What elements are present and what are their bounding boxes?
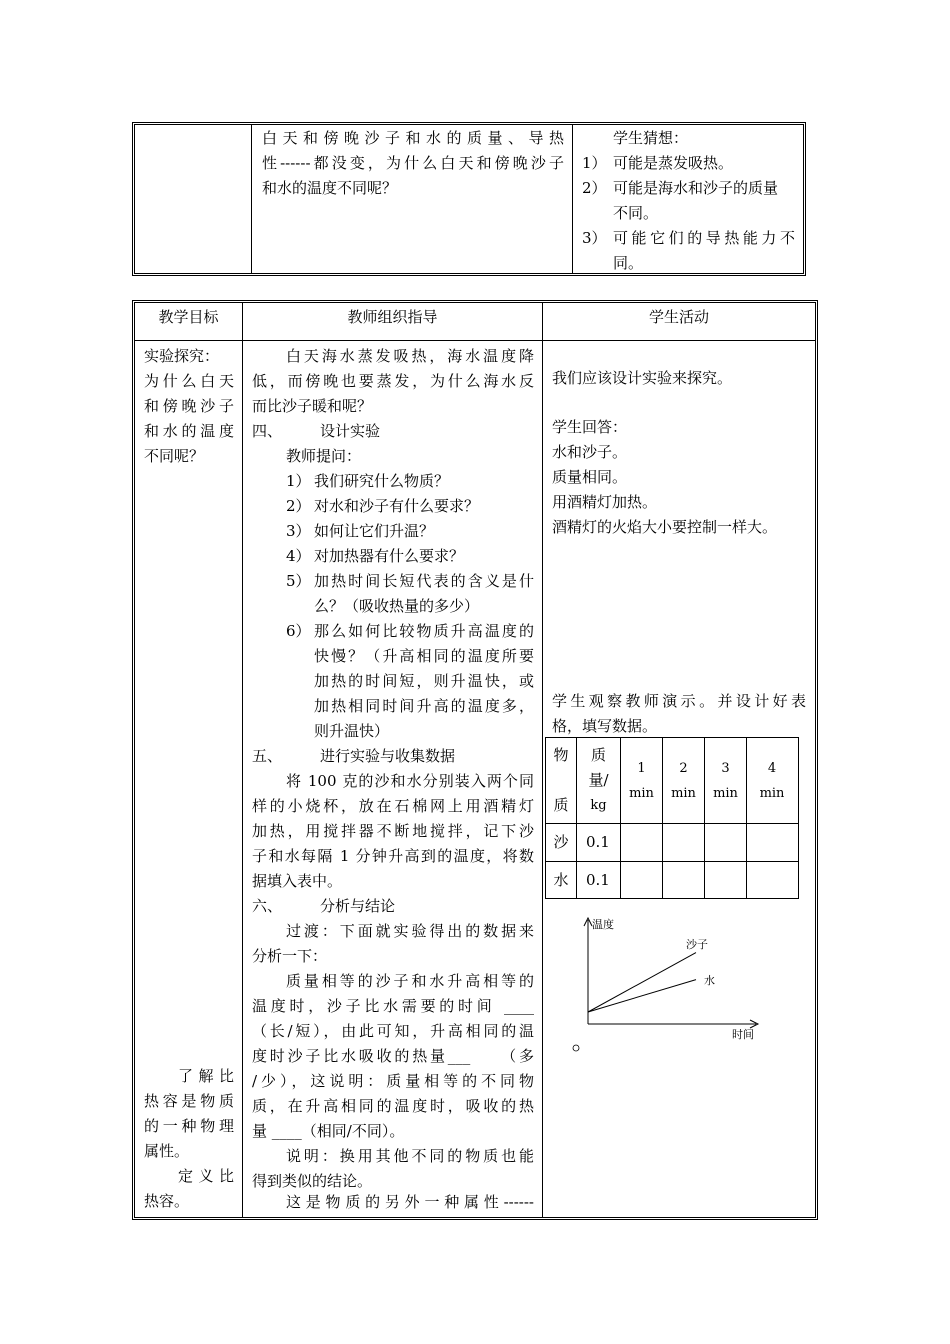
guess-text: 可能它们的导热能力不: [613, 229, 795, 247]
question-number: 4）: [286, 547, 311, 565]
header-student: 学生活动: [648, 308, 709, 326]
col-mass: 量/: [588, 771, 609, 789]
header-goal: 教学目标: [158, 308, 219, 326]
header-teacher: 教师组织指导: [347, 308, 438, 326]
section-number: 六、: [252, 897, 283, 915]
guess-number: 2）: [582, 179, 607, 197]
teacher-text: 说明：换用其他不同的物质也能: [286, 1147, 534, 1165]
section-title: 进行实验与收集数据: [320, 747, 456, 765]
goal-text: 热容是物质: [144, 1092, 234, 1110]
student-answer: 用酒精灯加热。: [552, 493, 658, 511]
teacher-text: 量 ____（相同/不同）。: [252, 1122, 405, 1140]
question-number: 3）: [286, 522, 311, 540]
student-guess-heading: 学生猜想：: [613, 129, 689, 147]
origin-marker: [573, 1045, 579, 1051]
goal-text: 实验探究：: [144, 347, 220, 365]
main-table-divider: [542, 302, 543, 1218]
teacher-text: 分析一下：: [252, 947, 328, 965]
question-number: 5）: [286, 572, 311, 590]
goal-text: 属性。: [144, 1142, 190, 1160]
teacher-text: 样的小烧杯，放在石棉网上用酒精灯: [252, 797, 534, 815]
teacher-text: 据填入表中。: [252, 872, 343, 890]
top-teacher-line: 白天和傍晚沙子和水的质量、导热: [262, 129, 564, 147]
teacher-text: 温度时，沙子比水需要的时间 ____: [252, 997, 534, 1015]
question-text: 加热的时间短，则升温快，或: [314, 672, 534, 690]
row-substance: 沙: [553, 833, 569, 851]
goal-text: 热容。: [144, 1192, 190, 1210]
section-title: 分析与结论: [320, 897, 396, 915]
goal-text: 了解比: [178, 1067, 234, 1085]
section-number: 四、: [252, 422, 283, 440]
top-teacher-line: 性------都没变，为什么白天和傍晚沙子: [262, 154, 564, 172]
row-substance: 水: [553, 871, 569, 889]
col-mass: kg: [590, 798, 607, 813]
student-text: 学生观察教师演示。并设计好表: [552, 692, 806, 710]
data-table-row: [545, 823, 799, 824]
question-number: 6）: [286, 622, 311, 640]
time-col-number: 4: [767, 761, 777, 776]
teacher-text: 教师提问：: [286, 447, 362, 465]
col-substance: 物: [553, 746, 569, 764]
time-col-unit: min: [713, 786, 738, 801]
question-text: 快慢？（升高相同的温度所要: [314, 647, 534, 665]
question-text: 对加热器有什么要求？: [314, 547, 465, 565]
y-axis-label: 温度: [592, 918, 614, 931]
student-text: 格，填写数据。: [552, 717, 658, 735]
teacher-text: 质，在升高相同的温度时，吸收的热: [252, 1097, 534, 1115]
section-title: 设计实验: [320, 422, 381, 440]
col-mass: 质: [590, 746, 606, 764]
time-col-unit: min: [671, 786, 696, 801]
time-col-number: 1: [637, 761, 646, 776]
guess-text: 可能是海水和沙子的质量: [613, 179, 779, 197]
question-text: 加热时间长短代表的含义是什: [314, 572, 534, 590]
time-col-unit: min: [629, 786, 654, 801]
guess-text: 不同。: [613, 204, 659, 222]
question-text: 么？（吸收热量的多少）: [314, 597, 480, 615]
goal-text: 为什么白天: [144, 372, 234, 390]
question-text: 则升温快）: [314, 722, 390, 740]
top-teacher-line: 和水的温度不同呢？: [262, 179, 398, 197]
teacher-text: （长/短），由此可知，升高相同的温: [252, 1022, 534, 1040]
water-series-line: [588, 980, 696, 1012]
question-number: 2）: [286, 497, 311, 515]
teacher-text: 低，而傍晚也要蒸发，为什么海水反: [252, 372, 534, 390]
guess-number: 3）: [582, 229, 607, 247]
question-text: 对水和沙子有什么要求？: [314, 497, 480, 515]
main-table-header-rule: [134, 340, 816, 341]
guess-text: 可能是蒸发吸热。: [613, 154, 734, 172]
question-number: 1）: [286, 472, 311, 490]
x-axis-label: 时间: [732, 1028, 754, 1041]
teacher-text: 将 100 克的沙和水分别装入两个同: [286, 772, 534, 790]
teacher-text: 度时沙子比水吸收的热量___ （多: [252, 1047, 534, 1065]
teacher-text: 加热，用搅拌器不断地搅拌，记下沙: [252, 822, 534, 840]
question-text: 如何让它们升温？: [314, 522, 435, 540]
teacher-text: 白天海水蒸发吸热，海水温度降: [286, 347, 534, 365]
time-col-number: 2: [679, 761, 688, 776]
student-answer: 水和沙子。: [552, 443, 628, 461]
main-table-divider: [242, 302, 243, 1218]
question-text: 加热相同时间升高的温度多，: [314, 697, 534, 715]
question-text: 那么如何比较物质升高温度的: [314, 622, 534, 640]
teacher-text: 而比沙子暖和呢？: [252, 397, 373, 415]
teacher-text: 子和水每隔 1 分钟升高到的温度，将数: [252, 847, 534, 865]
guess-text: 同。: [613, 254, 644, 272]
time-col-unit: min: [759, 786, 785, 801]
top-table-divider: [251, 124, 252, 274]
goal-text: 的一种物理: [144, 1117, 234, 1135]
row-mass: 0.1: [586, 871, 610, 889]
student-answer: 酒精灯的火焰大小要控制一样大。: [552, 518, 778, 536]
guess-number: 1）: [582, 154, 607, 172]
teacher-text: 得到类似的结论。: [252, 1172, 373, 1190]
student-text: 学生回答：: [552, 418, 628, 436]
teacher-text: 过渡：下面就实验得出的数据来: [286, 922, 534, 940]
teacher-text: 质量相等的沙子和水升高相等的: [286, 972, 534, 990]
section-number: 五、: [252, 747, 283, 765]
goal-text: 和傍晚沙子: [144, 397, 234, 415]
row-mass: 0.1: [586, 833, 610, 851]
data-table-row: [545, 861, 799, 862]
student-text: 我们应该设计实验来探究。: [552, 369, 733, 387]
goal-text: 不同呢？: [144, 447, 205, 465]
time-col-number: 3: [721, 761, 730, 776]
student-answer: 质量相同。: [552, 468, 628, 486]
sand-series-label: 沙子: [686, 938, 708, 951]
top-table-divider: [572, 124, 573, 274]
water-series-label: 水: [704, 974, 715, 987]
temperature-time-graph: [568, 914, 768, 1054]
sand-series-line: [588, 953, 696, 1012]
teacher-text: /少），这说明：质量相等的不同物: [252, 1072, 534, 1090]
question-text: 我们研究什么物质？: [314, 472, 450, 490]
teacher-text: 这是物质的另外一种属性------: [286, 1193, 534, 1211]
goal-text: 和水的温度: [144, 422, 234, 440]
col-substance: 质: [553, 796, 569, 814]
goal-text: 定义比: [178, 1167, 234, 1185]
